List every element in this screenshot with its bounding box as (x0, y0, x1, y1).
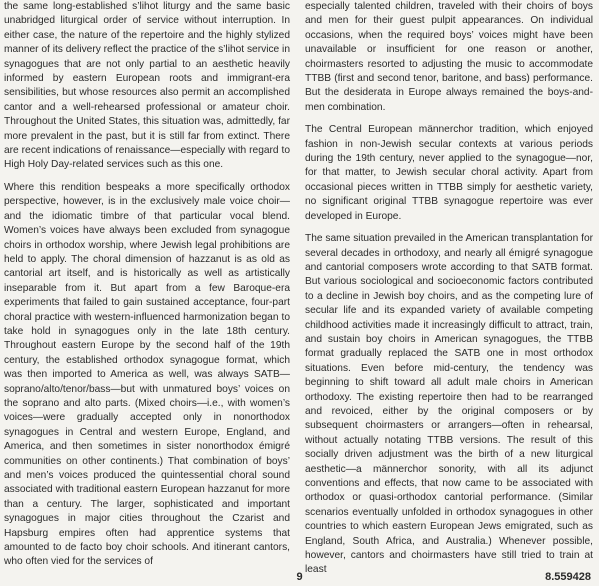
page-number: 9 (296, 571, 303, 583)
paragraph: Where this rendition bespeaks a more specifically orthodox perspective, however, is in the exclusively male voice choir—and the idiomatic timbre of that particular vocal blend. Women’s voices have always been excluded from synagogue choirs in orthodox worship, where Jewish legal prohibitions are held to apply. The choral dimension of hazzanut is as old as cantorial art itself, and is historically as well as artistically inseparable from it. But apart from a few Baroque-era experiments that failed to gain sustained acceptance, four-part choral practice with western-influenced harmonization began to take hold in synagogues only in the late 18th century. Throughout eastern Europe by the second half of the 19th century, the established orthodox synagogue format, which was then imported to America as well, was always SATB—soprano/alto/tenor/bass—but with unmatured boys’ voices on the soprano and alto parts. (Mixed choirs—i.e., with women’s voices—were gradually accepted only in nonorthodox synagogues in Central and western Europe, England, and America, and then sometimes in sister nonorthodox émigré communities on other continents.) That combination of boys’ and men’s voices produced the quintessential choral sound associated with traditional eastern European hazzanut for more than a century. The larger, sophisticated and important synagogues in major cities throughout the Czarist and Hapsburg empires often had apprentice systems that amounted to de facto boy choir schools. And itinerant cantors, who often vied for the services of (4, 181, 290, 568)
catalog-number: 8.559428 (545, 571, 591, 583)
paragraph: The same situation prevailed in the American transplantation for several decades in orthodoxy, and nearly all émigré synagogue and cantorial composers wrote according to that SATB format. But various sociological and socioeconomic factors contributed to a decline in Jewish boy choirs, and as the competing lure of secular life and its expanded variety of available competing childhood activities made it increasingly difficult to attract, train, and sustain boy choirs in American synagogues, the TTBB format gradually replaced the SATB one in most orthodox situations. Even before mid-century, the tendency was beginning to shift toward all adult male choirs in American orthodoxy. The existing repertoire then had to be rearranged and revoiced, either by the original composers or by subsequent choirmasters or arrangers—often in rehearsal, without actually notating TTBB versions. The result of this socially driven adjustment was the birth of a new liturgical aesthetic—a männerchor sonority, with all its adjunct conventions and effects, that now came to be associated with orthodox or quasi-orthodox cantorial performance. (Similar scenarios eventually unfolded in orthodox synagogues in other countries to which eastern European Jews emigrated, such as England, South Africa, and Australia.) Whenever possible, however, cantors and choirmasters have still tried to train at least (305, 233, 593, 576)
paragraph: The Central European männerchor tradition, which enjoyed fashion in non-Jewish secular contexts at various periods during the 19th century, never applied to the synagogue—nor, for that matter, to Jewish secular choral activity. Apart from occasional pieces written in TTBB simply for aesthetic variety, no significant original TTBB synagogue repertoire was ever developed in Europe. (305, 124, 593, 222)
paragraph: especially talented children, traveled with their choirs of boys and men for their guest pulpit appearances. On individual occasions, when the required boys’ voices might have been unavailable or insufficient for one reason or another, choirmasters resorted to adjusting the music to accommodate TTBB (first and second tenor, baritone, and bass) performance. But the desiderata in Europe always remained the boys-and-men combination. (305, 1, 593, 113)
paragraph: the same long-established s’lihot liturgy and the same basic unabridged liturgical order of service without interruption. In either case, the nature of the repertoire and the highly stylized manner of its delivery reflect the practice of the s’lihot service in synagogues that are not only partial to an aesthetic heavily informed by eastern European roots and immigrant-era sensibilities, but whose resources also permit an accomplished cantor and a well-rehearsed professional or amateur choir. Throughout the United States, this situation was, admittedly, far more prevalent in the past, but it is still far from extinct. There are recent indications of renaissance—especially with regard to High Holy Day-related services such as this one. (4, 1, 290, 171)
left-column (4, 0, 290, 578)
right-column (305, 0, 593, 586)
